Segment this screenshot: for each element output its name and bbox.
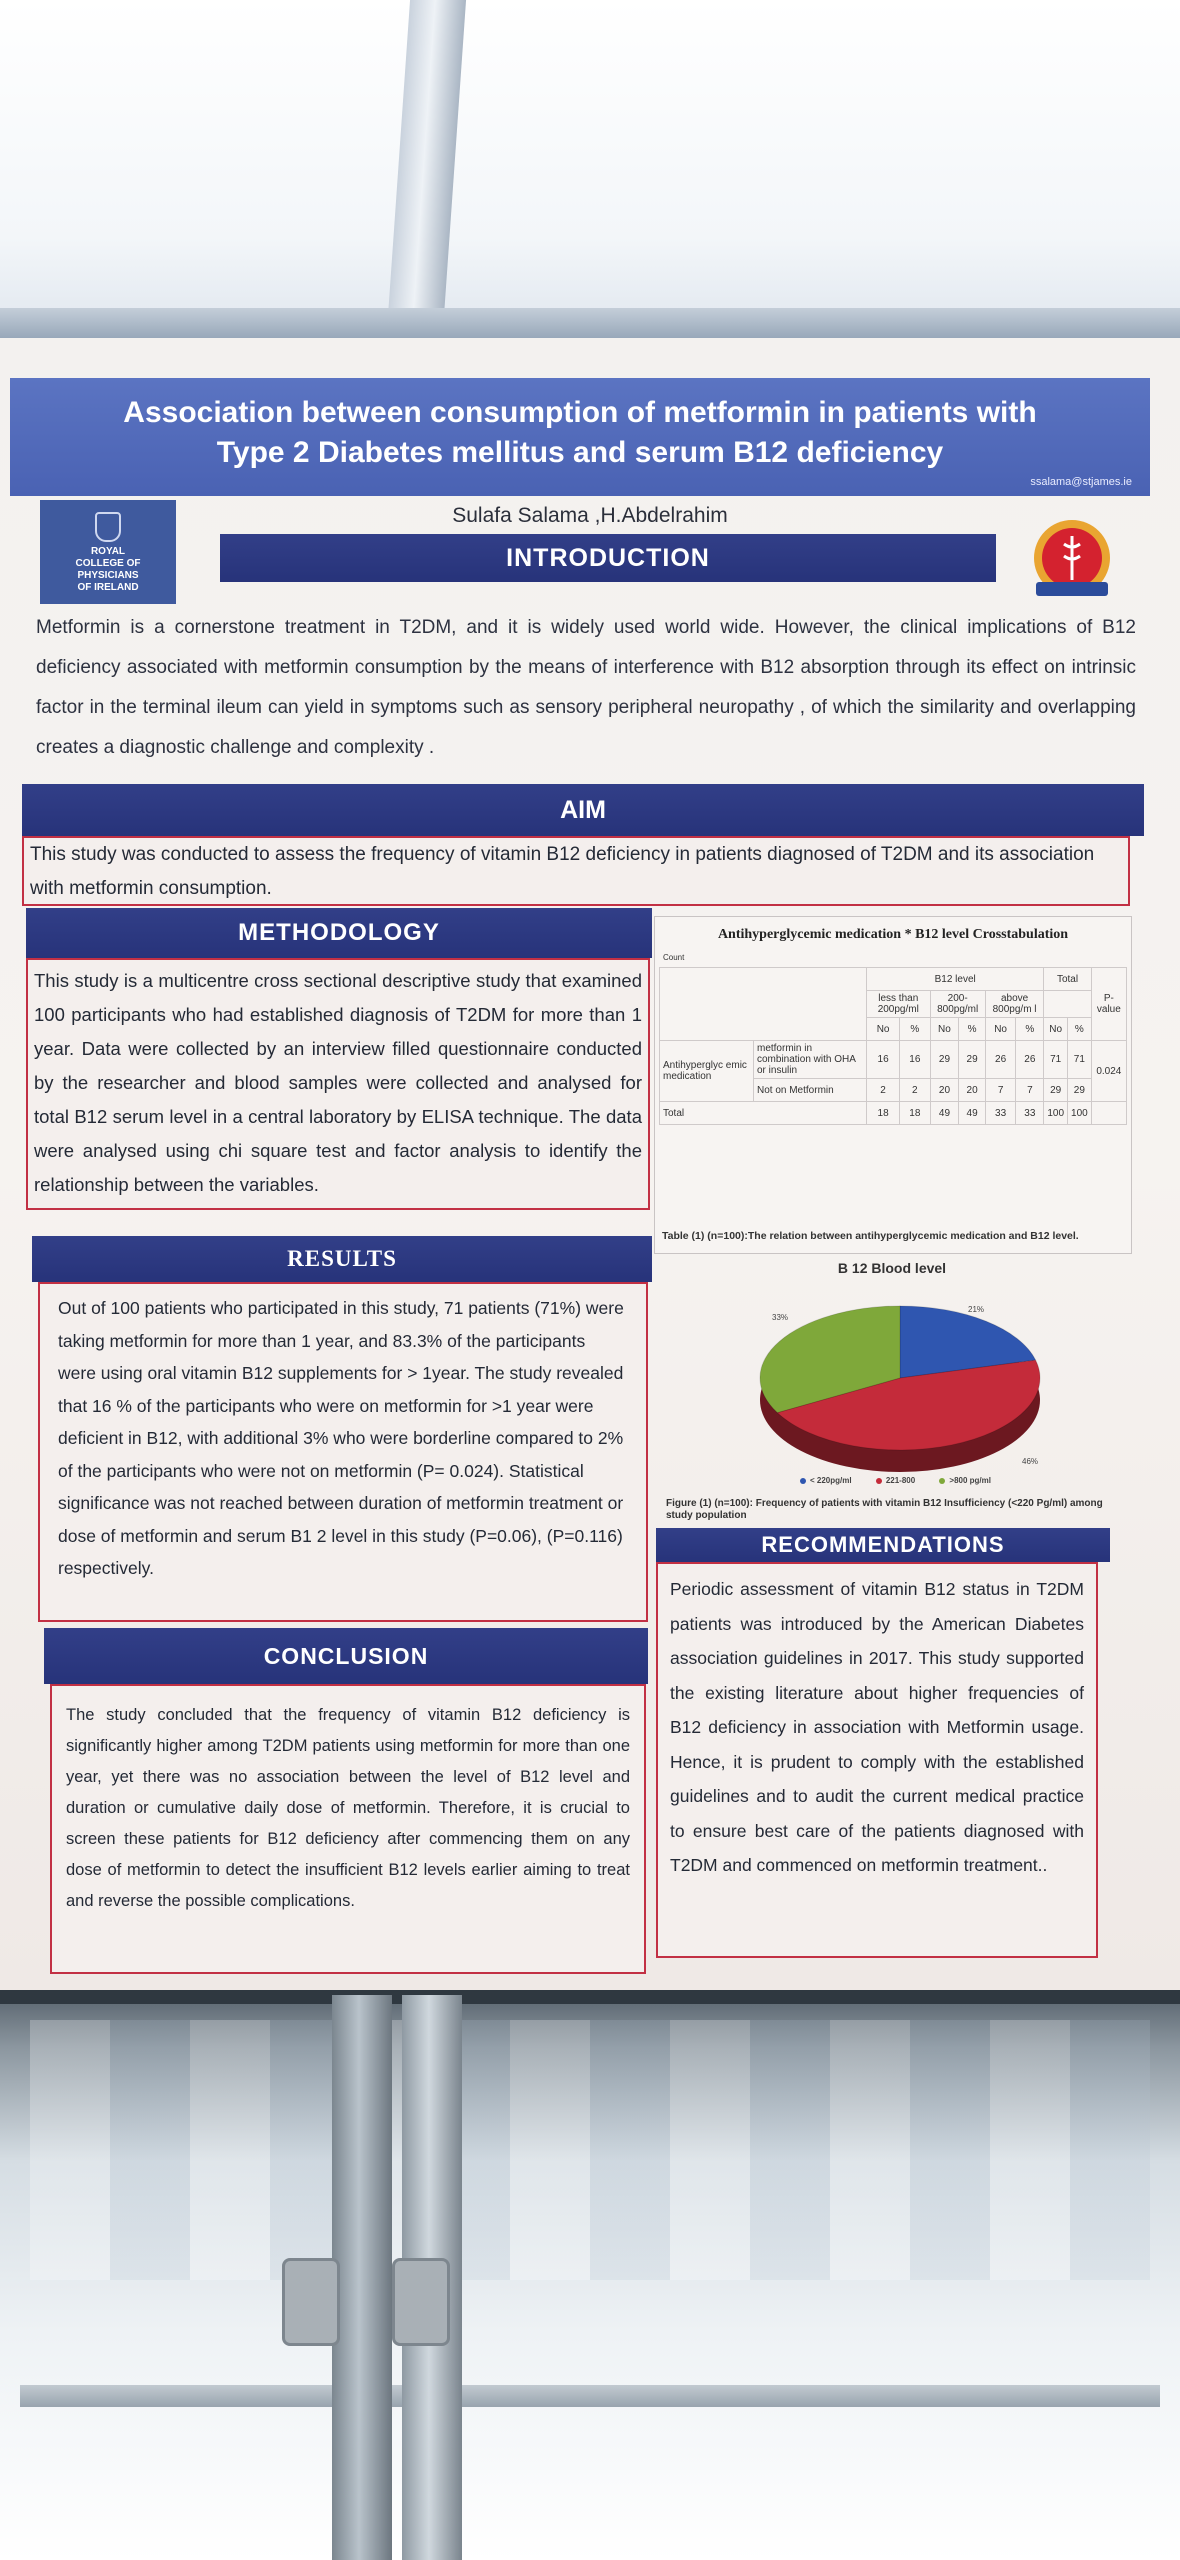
glass-reflection	[30, 2020, 1150, 2280]
aim-heading: AIM	[22, 784, 1144, 836]
window-sky	[0, 0, 1180, 340]
total-label: Total	[660, 1102, 867, 1125]
pvalue-header: P-value	[1091, 968, 1126, 1041]
slice-label-green: 33%	[772, 1313, 789, 1322]
introduction-text: Metformin is a cornerstone treatment in T2DM, and it is widely used world wide. However, the clinical implications of B12 deficiency associated with metformin consumption by the means of interference with B12 absorption through its effect on intrinsic factor in the terminal ileum can yield in symptoms such as sensory peripheral neuropathy , of which the similarity and overlapping creates a diagnostic challenge and complexity .	[36, 617, 1136, 758]
slice-label-blue: 21%	[968, 1305, 985, 1314]
crosstab-panel	[654, 916, 1132, 1254]
col-200-800: 200-800pg/ml	[930, 991, 985, 1018]
table-row: Not on Metformin 2 2 20 20 7 7 29 29	[660, 1079, 1127, 1102]
table-caption: Table (1) (n=100):The relation between antihyperglycemic medication and B12 level.	[662, 1230, 1079, 1242]
door-rail	[20, 2385, 1160, 2407]
table-row: Total 18 18 49 49 33 33 100 100	[660, 1102, 1127, 1125]
door-frame-left	[332, 1995, 392, 2560]
figure-caption: Figure (1) (n=100): Frequency of patients with vitamin B12 Insufficiency (<220 Pg/ml) among study population	[666, 1498, 1103, 1521]
legend-swatch	[876, 1478, 882, 1484]
introduction-heading: INTRODUCTION	[220, 534, 996, 582]
slice-label-red: 46%	[1022, 1457, 1039, 1466]
table-row: Antihyperglyc emic medication metformin in combination with OHA or insulin 16 16 29 29 26 26 71 71 0.024	[660, 1041, 1127, 1079]
total-header: Total	[1044, 968, 1091, 991]
results-text: Out of 100 patients who participated in this study, 71 patients (71%) were taking metformin for more than 1 year, and 83.3% of the participants were using oral vitamin B12 supplements for > 1year. The study revealed that 16 % of the participants who were on metformin for >1 year were deficient in B12, with additional 3% who were borderline compared to 2% of the participants who were not on metformin (P= 0.024). Statistical significance was not reached between duration of metformin treatment or dose of metformin and serum B1 2 level in this study (P=0.06), (P=0.116) respectively.	[38, 1282, 648, 1622]
b12-pie-chart	[700, 1278, 1100, 1508]
poster-title-line2: Type 2 Diabetes mellitus and serum B12 deficiency	[216, 436, 944, 469]
legend-swatch	[800, 1478, 806, 1484]
door-handle-left	[282, 2258, 340, 2346]
row-group-label: Antihyperglyc emic medication	[660, 1041, 754, 1102]
title-banner	[10, 378, 1150, 496]
poster-title-line1: Association between consumption of metformin in patients with	[123, 396, 1037, 429]
row-label: metformin in combination with OHA or insulin	[753, 1041, 866, 1079]
authors: Sulafa Salama ,H.Abdelrahim	[452, 504, 728, 527]
rcpi-logo: ROYAL COLLEGE OF PHYSICIANS OF IRELAND	[40, 500, 176, 604]
door-handle-right	[392, 2258, 450, 2346]
methodology-text: This study is a multicentre cross sectional descriptive study that examined 100 participants who had established diagnosis of T2DM for more than 1 year. Data were collected by an interview filled questionnaire conducted by the researcher and blood samples were collected and analysed for total B12 serum level in a central laboratory by ELISA technique. The data were analysed using chi square test and factor analysis to identify the relationship between the variables.	[26, 958, 650, 1210]
recommendations-heading: RECOMMENDATIONS	[656, 1528, 1110, 1562]
aim-text: This study was conducted to assess the frequency of vitamin B12 deficiency in patients diagnosed of T2DM and its association with metformin consumption.	[22, 836, 1130, 906]
poster-bottom-rail	[0, 1990, 1180, 2004]
conclusion-heading: CONCLUSION	[44, 1628, 648, 1684]
pvalue-cell: 0.024	[1091, 1041, 1126, 1102]
b12-level-header: B12 level	[867, 968, 1044, 991]
medical-emblem-icon	[1022, 512, 1122, 612]
table-title: Antihyperglycemic medication * B12 level Crosstabulation	[717, 927, 1069, 942]
col-above-800: above 800pg/m l	[985, 991, 1044, 1018]
conclusion-text: The study concluded that the frequency of vitamin B12 deficiency is significantly higher among T2DM patients using metformin for more than one year, yet there was no association between the level of B12 level and duration or cumulative daily dose of metformin. Therefore, it is crucial to screen these patients for B12 deficiency after commencing them on any dose of metformin to detect the insufficient B12 levels earlier aiming to treat and reverse the possible complications.	[50, 1684, 646, 1974]
methodology-heading: METHODOLOGY	[26, 908, 652, 958]
results-heading: RESULTS	[32, 1236, 652, 1282]
chart-legend: < 220pg/ml 221-800 >800 pg/ml	[800, 1476, 1100, 1485]
row-label: Not on Metformin	[753, 1079, 866, 1102]
author-email: ssalama@stjames.ie	[1030, 476, 1132, 488]
recommendations-text: Periodic assessment of vitamin B12 status in T2DM patients was introduced by the American Diabetes association guidelines in 2017. This study supported the existing literature about higher frequencies of B12 deficiency in association with Metformin usage. Hence, it is prudent to comply with the established guidelines and to audit the current medical practice to ensure best care of the patients diagnosed with T2DM and commenced on metformin treatment..	[656, 1562, 1098, 1958]
crosstab-table: B12 level Total P-value less than 200pg/ml 200-800pg/ml above 800pg/m l No % No % No % No % Antihyperglyc emic medication metformin in combination with OHA or insulin 16 16 29 29 26 26 71 71 0.024 Not on Metformin 2 2 20 20 7 7 29 29 Total 18 18 49 49 33 33 100 100	[659, 967, 1127, 1125]
legend-swatch	[939, 1478, 945, 1484]
chart-title: B 12 Blood level	[837, 1260, 947, 1276]
count-label: Count	[663, 953, 685, 962]
col-less-200: less than 200pg/ml	[867, 991, 931, 1018]
research-poster	[0, 338, 1180, 1990]
